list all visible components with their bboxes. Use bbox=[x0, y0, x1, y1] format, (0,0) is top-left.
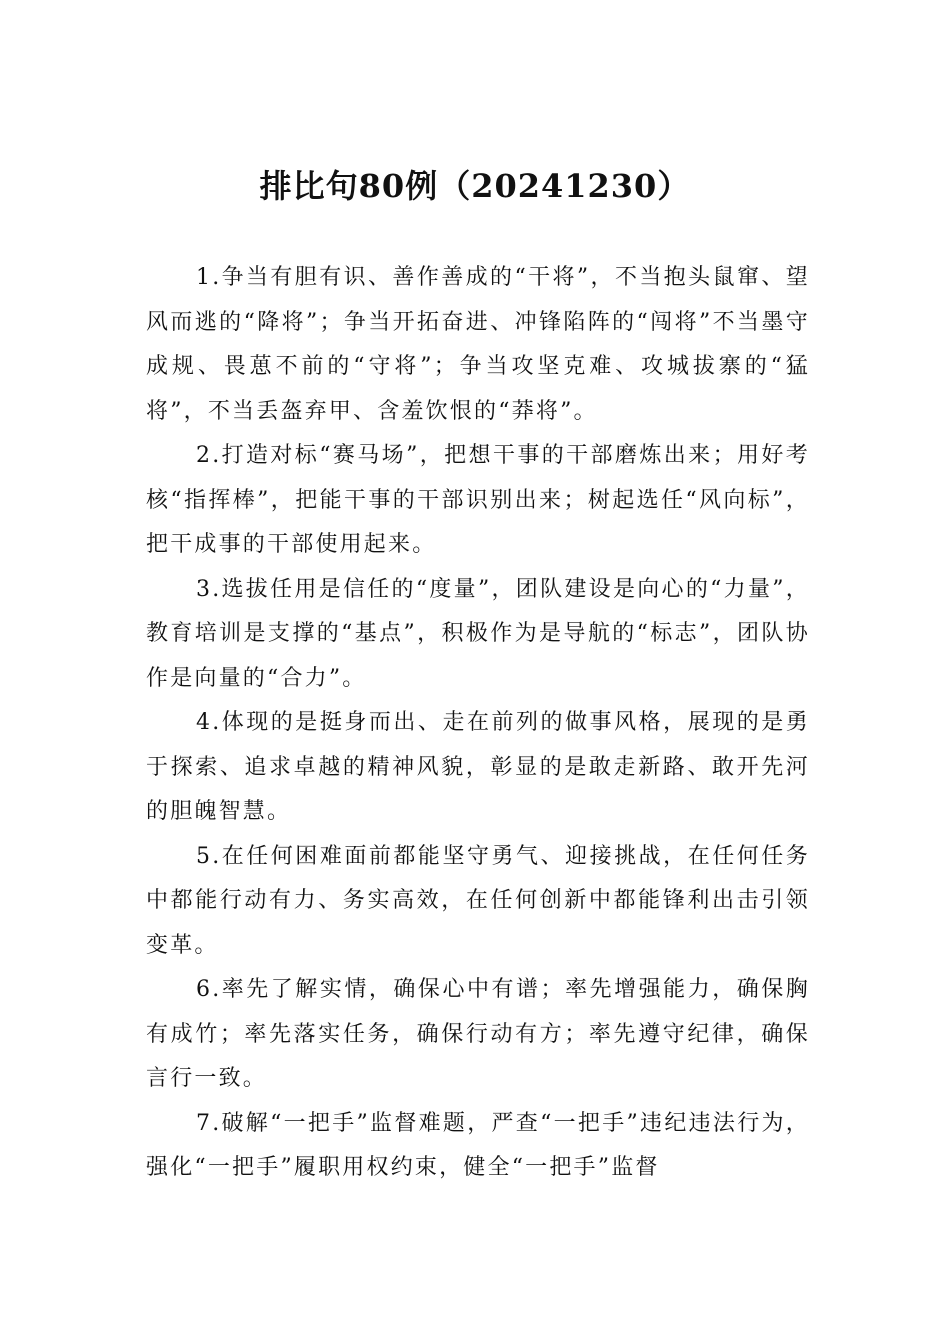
document-body bbox=[146, 256, 810, 1191]
paragraph-6: 6.率先了解实情，确保心中有谱；率先增强能力，确保胸有成竹；率先落实任务，确保行动有方；率先遵守纪律，确保言行一致。 bbox=[146, 977, 810, 1091]
page-title: 排比句80例（20241230） bbox=[259, 167, 691, 205]
paragraph-5: 5.在任何困难面前都能坚守勇气、迎接挑战，在任何任务中都能行动有力、务实高效，在任何创新中都能锋利出击引领变革。 bbox=[146, 843, 810, 958]
paragraph-2: 2.打造对标“赛马场”，把想干事的干部磨炼出来；用好考核“指挥棒”，把能干事的干部识别出来；树起选任“风向标”，把干成事的干部使用起来。 bbox=[146, 443, 810, 557]
paragraph-1: 1.争当有胆有识、善作善成的“干将”，不当抱头鼠窜、望风而逃的“降将”；争当开拓奋进、冲锋陷阵的“闯将”不当墨守成规、畏葸不前的“守将”；争当攻坚克难、攻城拔寨的“猛将”，不当丢盔弃甲、含羞饮恨的“莽将”。 bbox=[146, 265, 810, 424]
paragraph-4: 4.体现的是挺身而出、走在前列的做事风格，展现的是勇于探索、追求卓越的精神风貌，彰显的是敢走新路、敢开先河的胆魄智慧。 bbox=[146, 710, 810, 824]
paragraph-7: 7.破解“一把手”监督难题，严查“一把手”违纪违法行为，强化“一把手”履职用权约束，健全“一把手”监督 bbox=[146, 1110, 810, 1180]
paragraph-3: 3.选拔任用是信任的“度量”，团队建设是向心的“力量”，教育培训是支撑的“基点”，积极作为是导航的“标志”，团队协作是向量的“合力”。 bbox=[146, 576, 810, 691]
